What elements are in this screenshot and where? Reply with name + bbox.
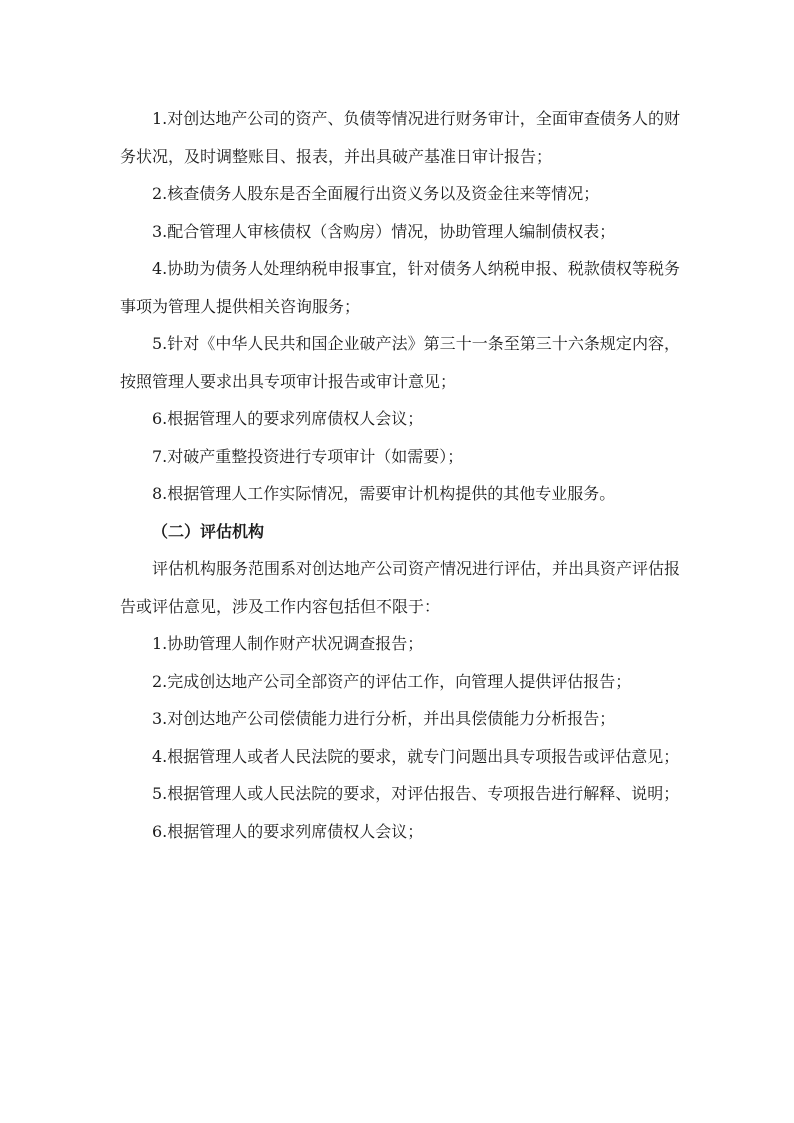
evaluation-item-6: 6.根据管理人的要求列席债权人会议； <box>152 821 424 841</box>
section-heading: （二）评估机构 <box>152 521 265 541</box>
document-body <box>120 100 680 850</box>
evaluation-item-1: 1.协助管理人制作财产状况调查报告； <box>152 634 424 653</box>
evaluation-item-5: 5.根据管理人或人民法院的要求，对评估报告、专项报告进行解释、说明； <box>152 784 680 803</box>
audit-item-3: 3.配合管理人审核债权（含购房）情况，协助管理人编制债权表； <box>152 221 616 241</box>
audit-item-6: 6.根据管理人的要求列席债权人会议； <box>152 409 424 428</box>
evaluation-item-2: 2.完成创达地产公司全部资产的评估工作，向管理人提供评估报告； <box>152 671 632 691</box>
section-intro: 评估机构服务范围系对创达地产公司资产情况进行评估，并出具资产评估报告或评估意见，涉及工作内容包括但不限于： <box>120 559 681 616</box>
audit-item-5: 5.针对《中华人民共和国企业破产法》第三十一条至第三十六条规定内容，按照管理人要求出具专项审计报告或审计意见； <box>120 334 680 391</box>
audit-item-4: 4.协助为债务人处理纳税申报事宜，针对债务人纳税申报、税款债权等税务事项为管理人提供相关咨询服务； <box>120 259 680 316</box>
audit-item-8: 8.根据管理人工作实际情况，需要审计机构提供的其他专业服务。 <box>152 484 616 503</box>
evaluation-item-3: 3.对创达地产公司偿债能力进行分析，并出具偿债能力分析报告； <box>152 709 616 728</box>
audit-item-1: 1.对创达地产公司的资产、负债等情况进行财务审计，全面审查债务人的财务状况，及时调整账目、报表，并出具破产基准日审计报告； <box>120 109 680 166</box>
evaluation-item-4: 4.根据管理人或者人民法院的要求，就专门问题出具专项报告或评估意见； <box>152 746 680 766</box>
audit-item-7: 7.对破产重整投资进行专项审计（如需要）； <box>152 446 464 466</box>
audit-item-2: 2.核查债务人股东是否全面履行出资义务以及资金往来等情况； <box>152 184 600 203</box>
